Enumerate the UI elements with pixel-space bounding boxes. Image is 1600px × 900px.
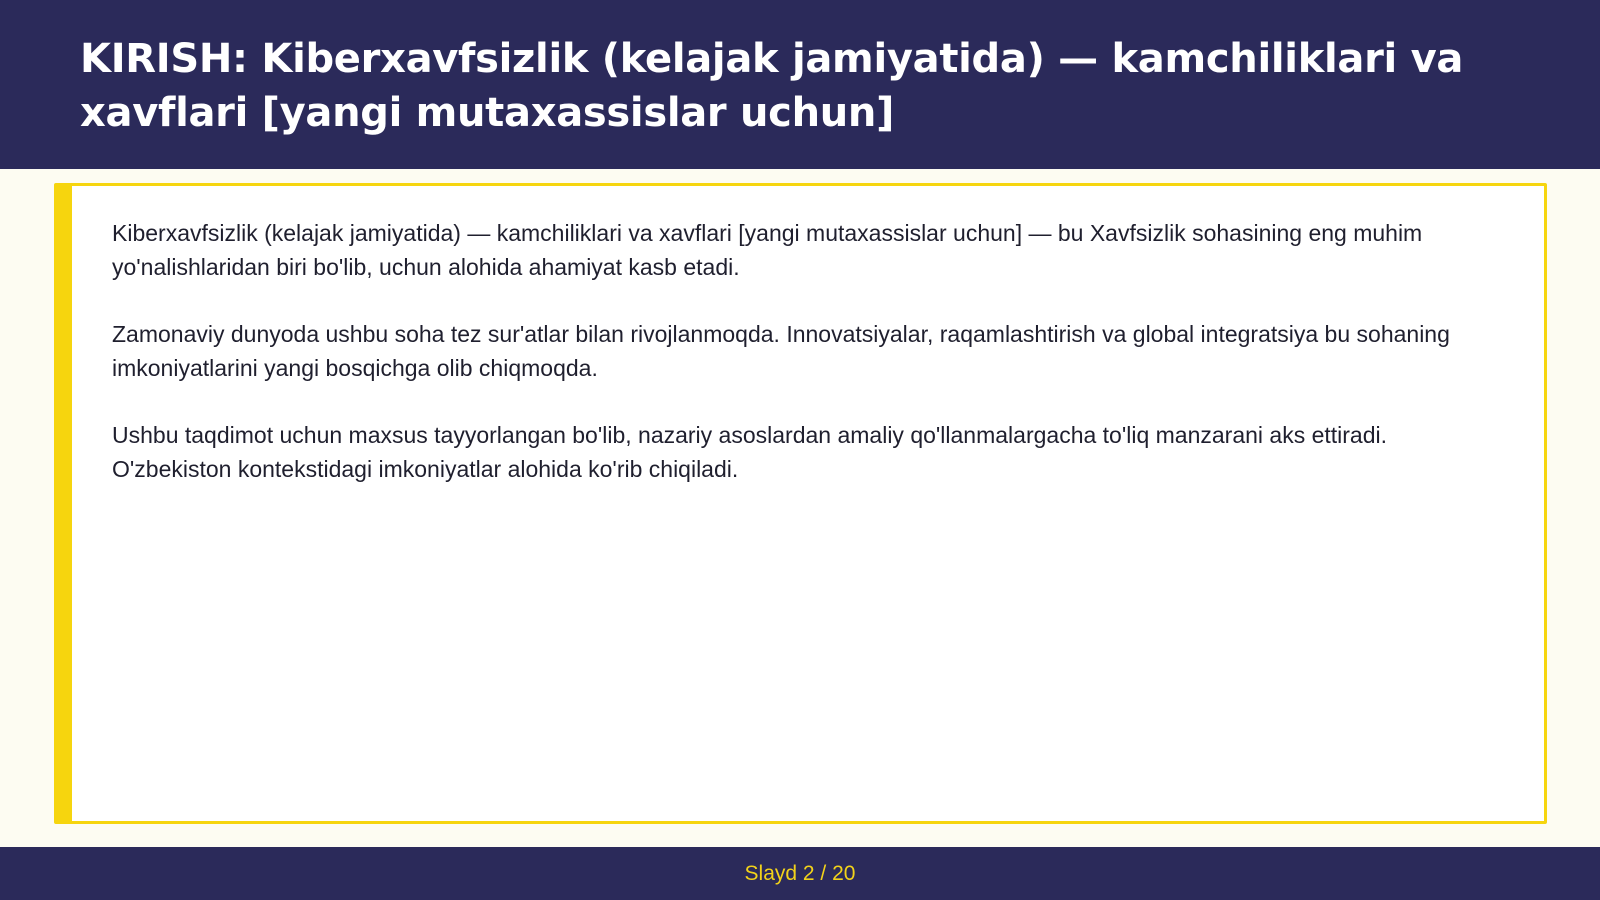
paragraph-modern-world: Zamonaviy dunyoda ushbu soha tez sur'atlar bilan rivojlanmoqda. Innovatsiyalar, raqamlashtirish va global integratsiya bu sohaning imkoniyatlarini yangi bosqichga olib chiqmoqda. [112, 321, 1450, 381]
slide-counter: Slayd 2 / 20 [744, 861, 856, 885]
slide-footer [0, 847, 1600, 900]
paragraph-intro: Kiberxavfsizlik (kelajak jamiyatida) — kamchiliklari va xavflari [yangi mutaxassislar uchun] — bu Xavfsizlik sohasining eng muhim yo'nalishlaridan biri bo'lib, uchun alohida ahamiyat kasb etadi. [112, 220, 1423, 280]
slide-header [0, 0, 1600, 169]
slide-title: KIRISH: Kiberxavfsizlik (kelajak jamiyatida) — kamchiliklari va xavflari [yangi mutaxassislar uchun] [80, 36, 1464, 136]
content-card [54, 183, 1547, 824]
paragraph-presentation: Ushbu taqdimot uchun maxsus tayyorlangan bo'lib, nazariy asoslardan amaliy qo'llanmalargacha to'liq manzarani aks ettiradi. O'zbekiston kontekstidagi imkoniyatlar alohida ko'rib chiqiladi. [112, 422, 1388, 482]
